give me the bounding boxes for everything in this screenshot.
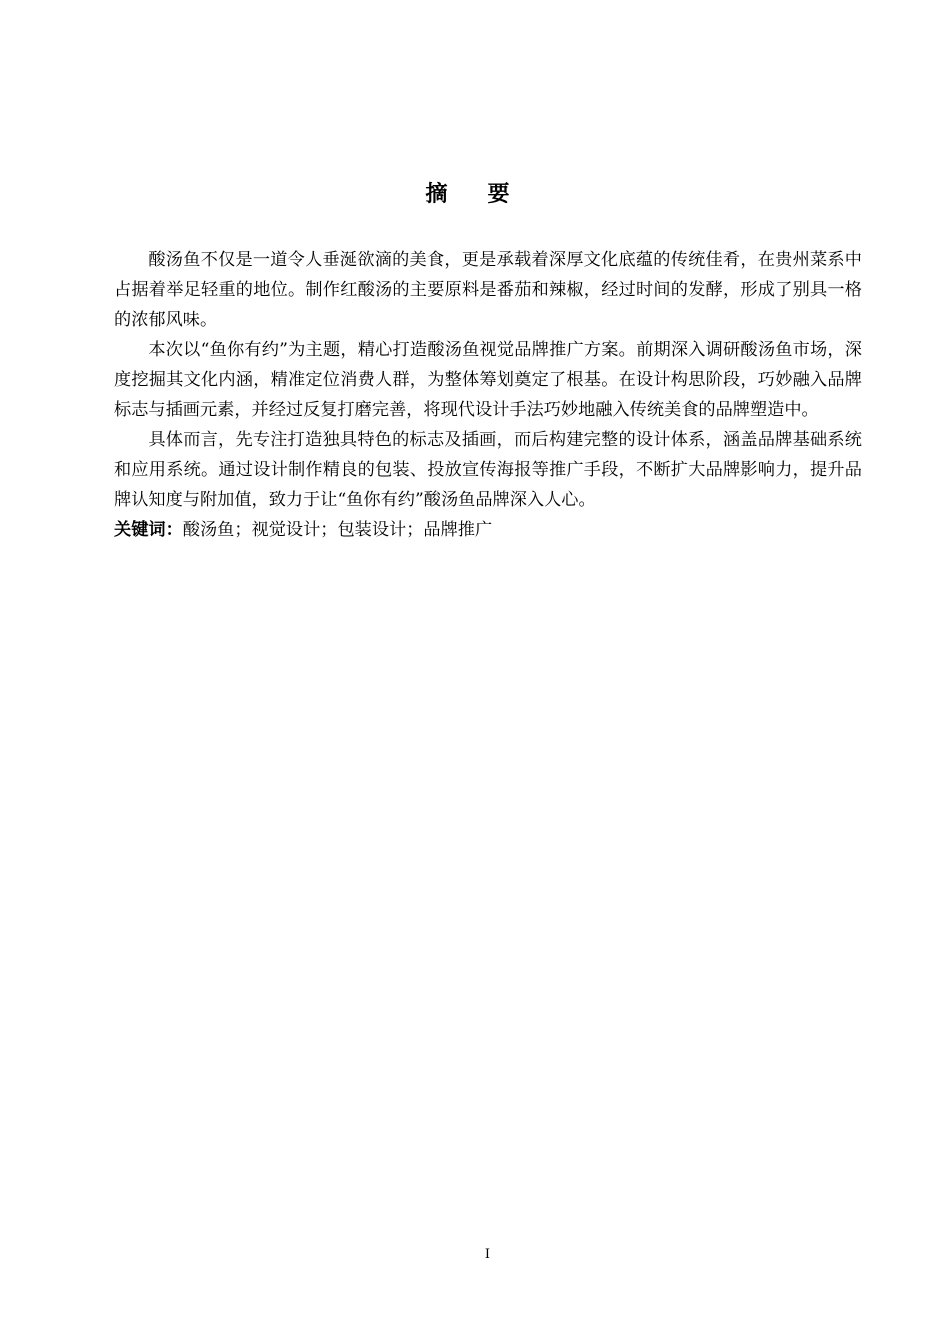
page-title: 摘要 — [425, 182, 550, 207]
keywords-line — [114, 515, 862, 545]
abstract-paragraph-1: 酸汤鱼不仅是一道令人垂涎欲滴的美食，更是承载着深厚文化底蕴的传统佳肴，在贵州菜系中占据着举足轻重的地位。制作红酸汤的主要原料是番茄和辣椒，经过时间的发酵，形成了别具一格的浓郁风味。 — [114, 250, 862, 330]
keywords-text: 酸汤鱼；视觉设计；包装设计；品牌推广 — [182, 520, 493, 540]
abstract-body — [114, 245, 862, 545]
keywords-label: 关键词： — [114, 520, 183, 540]
page-number: I — [484, 1247, 491, 1262]
abstract-paragraph-2: 本次以“鱼你有约”为主题，精心打造酸汤鱼视觉品牌推广方案。前期深入调研酸汤鱼市场，深度挖掘其文化内涵，精准定位消费人群，为整体筹划奠定了根基。在设计构思阶段，巧妙融入品牌标志与插画元素，并经过反复打磨完善，将现代设计手法巧妙地融入传统美食的品牌塑造中。 — [114, 340, 862, 420]
abstract-paragraph-3: 具体而言，先专注打造独具特色的标志及插画，而后构建完整的设计体系，涵盖品牌基础系统和应用系统。通过设计制作精良的包装、投放宣传海报等推广手段，不断扩大品牌影响力，提升品牌认知度与附加值，致力于让“鱼你有约”酸汤鱼品牌深入人心。 — [114, 430, 862, 510]
